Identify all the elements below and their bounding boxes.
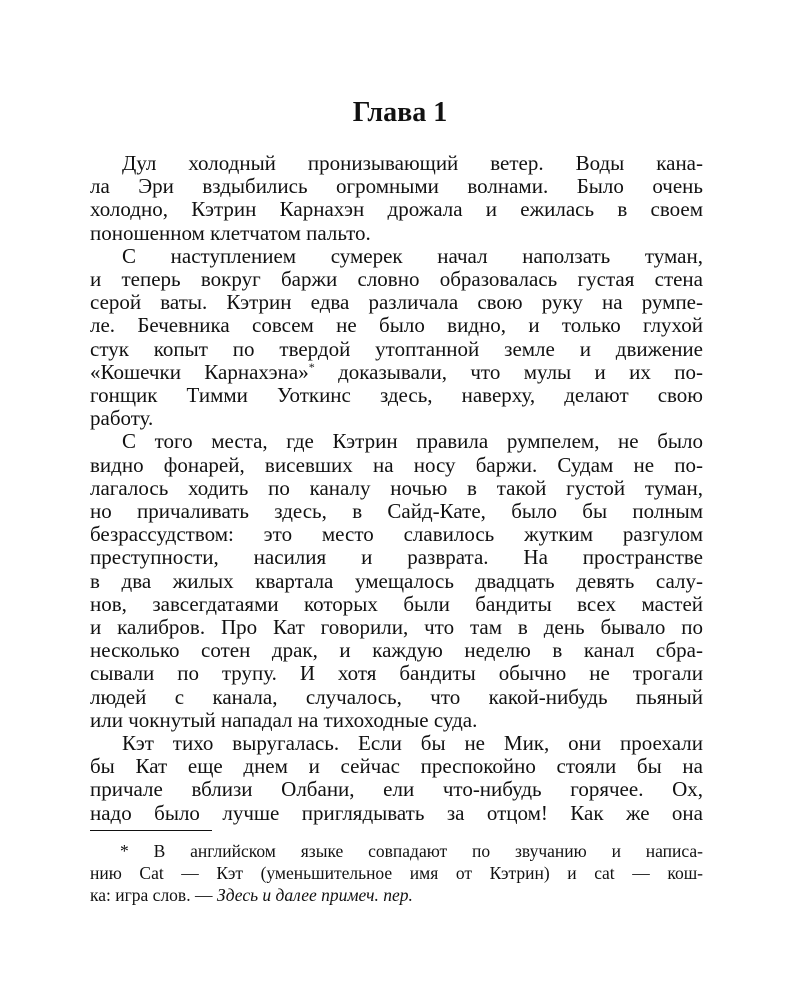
footnote-line: нию Cat — Кэт (уменьшительное имя от Кэтрин) и cat — кош- xyxy=(90,863,703,883)
text-line: работу. xyxy=(90,406,154,431)
text-line: и калибров. Про Кат говорили, что там в день бывало по xyxy=(90,615,703,639)
barge-name: «Кошечки Карнахэна» xyxy=(90,359,309,384)
text-line: в два жилых квартала умещалось двадцать девять салу- xyxy=(90,568,703,593)
footnote-marker: * xyxy=(308,359,315,374)
text-line: преступности, насилия и разврата. На пространстве xyxy=(90,545,703,570)
footnote-line: * В английском языке совпадают по звучанию и написа- xyxy=(120,841,703,861)
text-line: поношенном клетчатом пальто. xyxy=(90,220,371,245)
text-line: холодно, Кэтрин Карнахэн дрожала и ежилась в своем xyxy=(90,197,703,222)
text-line: гонщик Тимми Уоткинс здесь, наверху, делают свою xyxy=(90,383,703,407)
text-line: бы Кат еще днем и сейчас преспокойно стояли бы на xyxy=(90,754,703,779)
text-line: серой ваты. Кэтрин едва различала свою руку на румпе- xyxy=(90,290,703,315)
text-line-rest: доказывали, что мулы и их по- xyxy=(338,359,703,384)
text-line: лагалось ходить по каналу ночью в такой густой туман, xyxy=(90,475,703,500)
footnote-text: ка: игра слов. — xyxy=(90,885,213,905)
text-line: ле. Бечевника совсем не было видно, и только глухой xyxy=(90,313,703,338)
text-line: Дул холодный пронизывающий ветер. Воды кана- xyxy=(122,151,703,175)
text-line: нов, завсегдатаями которых были бандиты всех мастей xyxy=(90,591,703,616)
text-line: надо было лучше приглядывать за отцом! Как же она xyxy=(90,800,703,825)
text-line: видно фонарей, висевших на носу баржи. Судам не по- xyxy=(90,452,703,477)
text-line: Кэт тихо выругалась. Если бы не Мик, они проехали xyxy=(122,731,703,755)
text-line: сывали по трупу. И хотя бандиты обычно не трогали xyxy=(90,661,703,686)
text-line: и теперь вокруг баржи словно образовалась густая стена xyxy=(90,267,703,291)
text-line: ла Эри вздыбились огромными волнами. Было очень xyxy=(90,174,703,199)
text-line: несколько сотен драк, и каждую неделю в канал сбра- xyxy=(90,638,703,663)
text-line: С наступлением сумерек начал наползать туман, xyxy=(122,243,703,268)
text-line: С того места, где Кэтрин правила румпелем, не было xyxy=(122,429,703,454)
text-line: стук копыт по твердой утоптанной земле и движение xyxy=(90,336,703,361)
text-line: людей с канала, случалось, что какой-нибудь пьяный xyxy=(90,684,703,709)
editor-note: Здесь и далее примеч. пер. xyxy=(216,885,413,905)
chapter-title: Глава 1 xyxy=(352,97,448,128)
text-line-with-footnote xyxy=(90,361,703,384)
text-line: причале вблизи Олбани, ели что-нибудь горячее. Ох, xyxy=(90,777,703,802)
text-line: но причаливать здесь, в Сайд-Кате, было бы полным xyxy=(90,499,703,523)
text-line: безрассудством: это место славилось жутким разгулом xyxy=(90,522,703,547)
text-line: или чокнутый нападал на тихоходные суда. xyxy=(90,707,478,732)
